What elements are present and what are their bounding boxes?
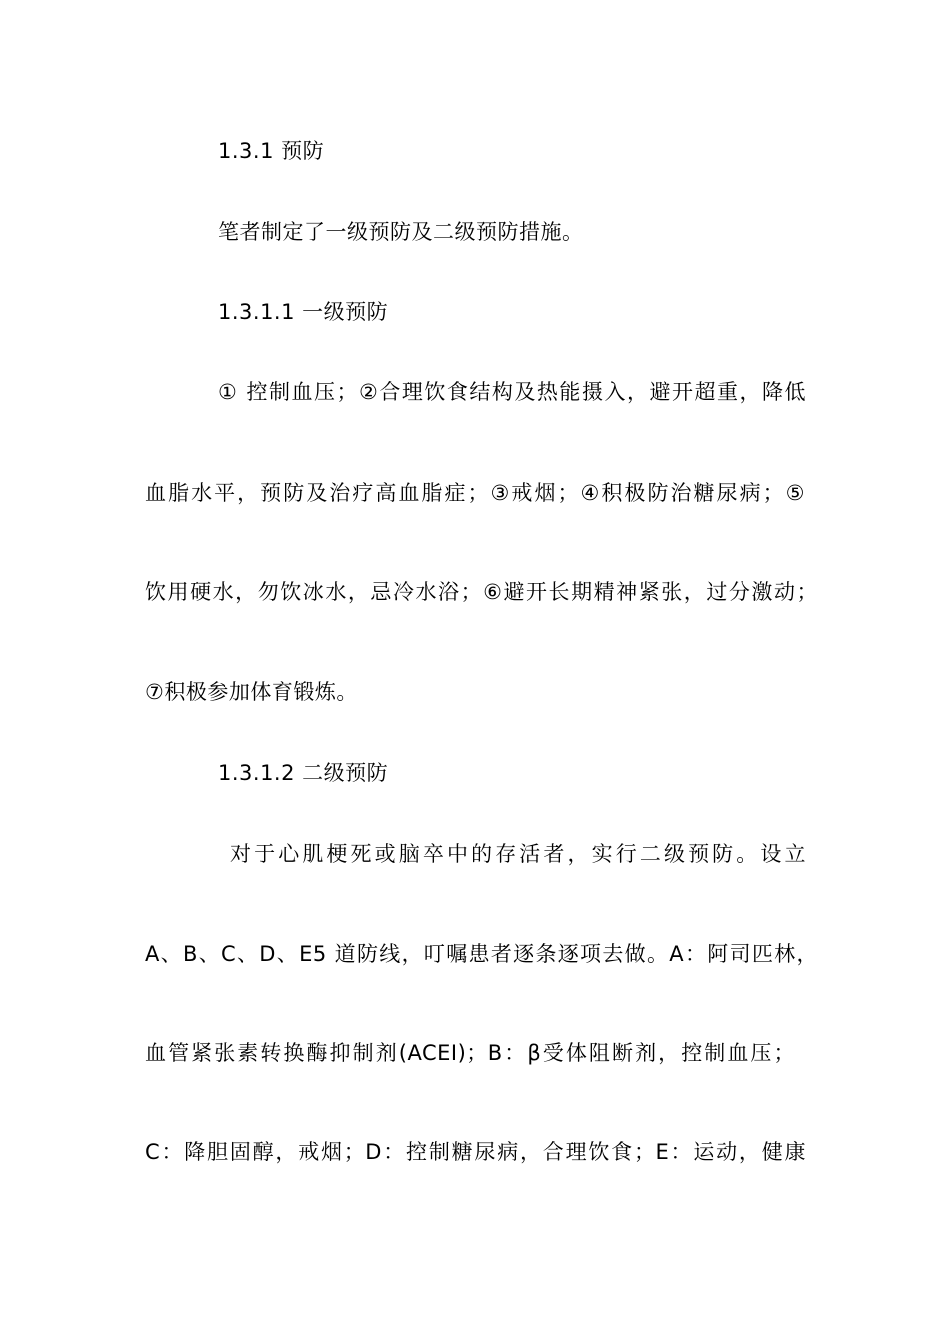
section-heading-1-3-1-1: 1.3.1.1 一级预防 bbox=[218, 300, 389, 324]
secondary-prevention-line-4: C：降胆固醇，戒烟；D：控制糖尿病，合理饮食；E：运动，健康 bbox=[145, 1140, 806, 1164]
primary-prevention-line-2: 血脂水平，预防及治疗高血脂症；③戒烟；④积极防治糖尿病；⑤ bbox=[145, 481, 805, 505]
primary-prevention-line-3: 饮用硬水，勿饮冰水，忌冷水浴；⑥避开长期精神紧张，过分激动； bbox=[145, 580, 818, 604]
secondary-prevention-line-2: A、B、C、D、E5 道防线，叮嘱患者逐条逐项去做。A：阿司匹林， bbox=[145, 942, 818, 966]
section-heading-1-3-1-2: 1.3.1.2 二级预防 bbox=[218, 761, 389, 785]
secondary-prevention-line-1: 对于心肌梗死或脑卒中的存活者，实行二级预防。设立 bbox=[230, 842, 806, 866]
intro-paragraph: 笔者制定了一级预防及二级预防措施。 bbox=[218, 220, 584, 244]
primary-prevention-line-4: ⑦积极参加体育锻炼。 bbox=[145, 680, 358, 704]
primary-prevention-line-1: ① 控制血压；②合理饮食结构及热能摄入，避开超重，降低 bbox=[218, 380, 806, 404]
section-heading-1-3-1: 1.3.1 预防 bbox=[218, 139, 325, 163]
secondary-prevention-line-3: 血管紧张素转换酶抑制剂(ACEI)；B：β受体阻断剂，控制血压； bbox=[145, 1041, 795, 1065]
